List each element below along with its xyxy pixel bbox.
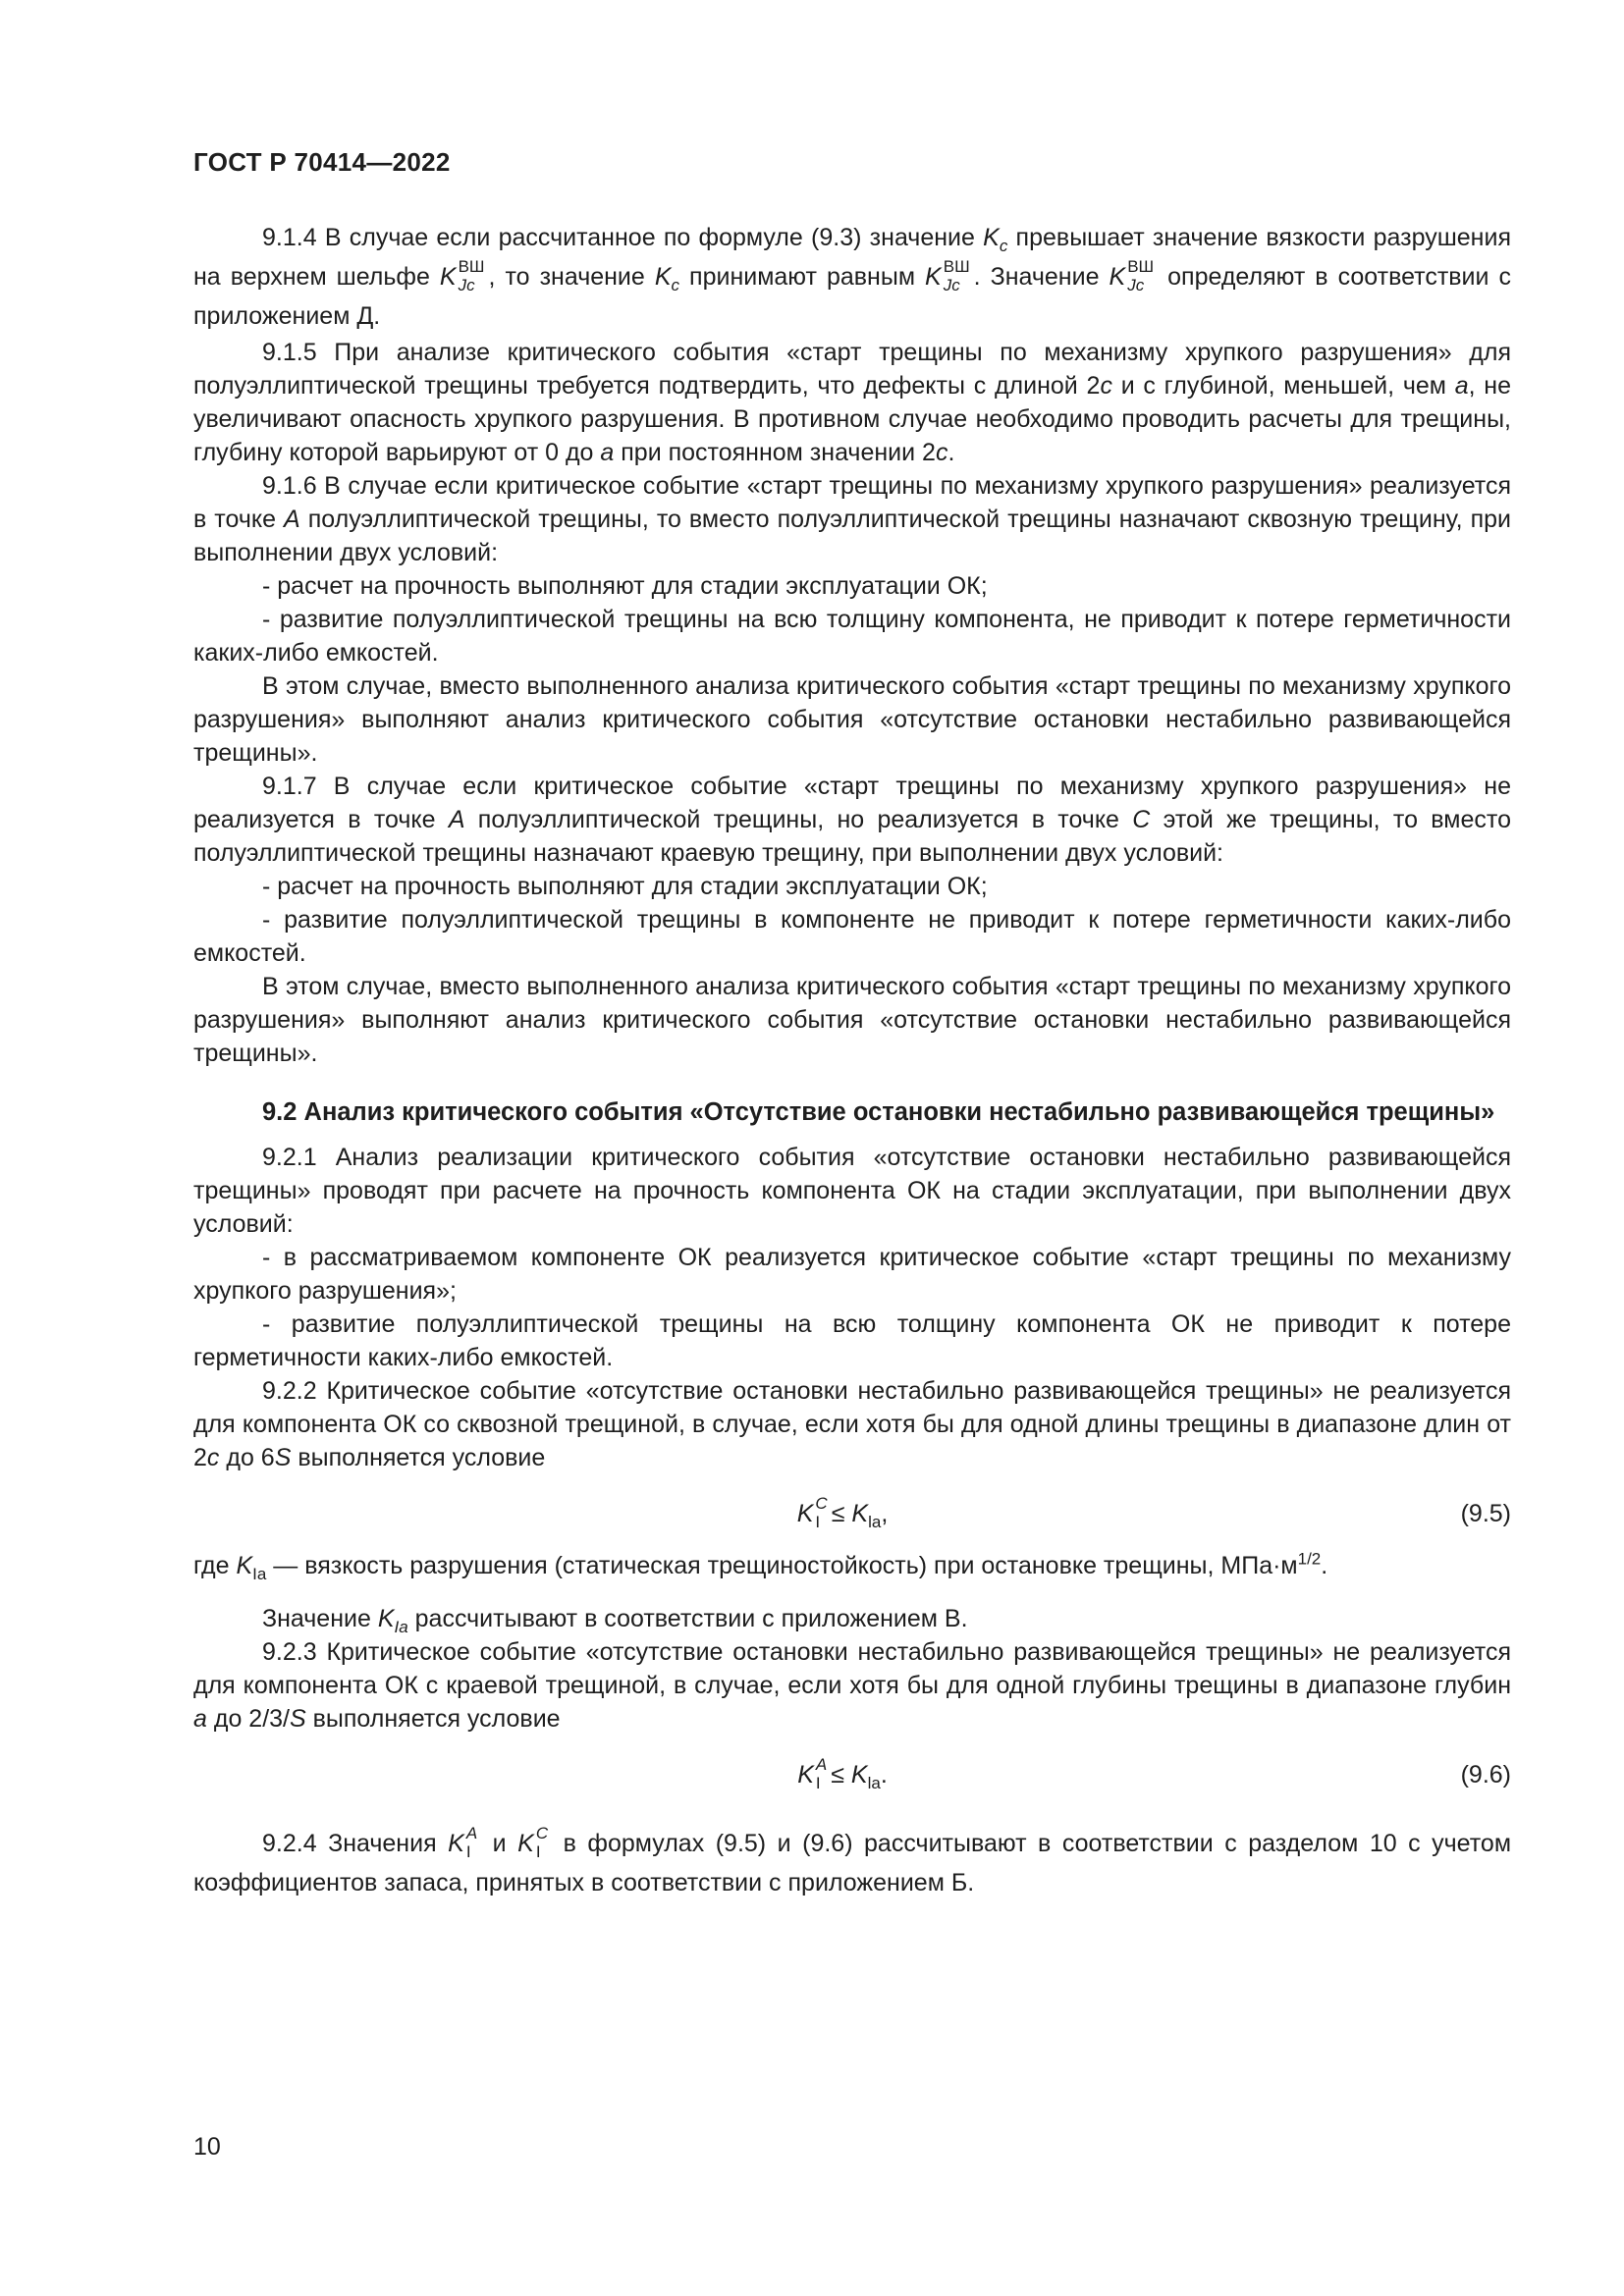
list-item: - расчет на прочность выполняют для стадии эксплуатации ОК; [262, 873, 988, 900]
paragraph-9-1-7: 9.1.7 В случае если критическое событие «старт трещины по механизму хрупкого разрушения» не реализуется в точке A полуэллиптической трещины, но реализуется в точке C этой же трещины, то вместо полуэллиптической трещины назначают краевую трещину, при выполнении двух условий: [193, 773, 1511, 867]
page-number: 10 [193, 2133, 221, 2161]
formula-number: (9.5) [1460, 1500, 1511, 1527]
paragraph-9-1-6: 9.1.6 В случае если критическое событие «старт трещины по механизму хрупкого разрушения» реализуется в точке A полуэллиптической трещины, то вместо полуэллиптической трещины назначают сквозную трещину, при выполнении двух условий: [193, 472, 1511, 566]
formula-9-5 [193, 1486, 1511, 1541]
paragraph-kia: Значение $K_{Ia}$ рассчитывают в соответствии с приложением В. [262, 1605, 968, 1636]
paragraph-9-1-4: 9.1.4 В случае если рассчитанное по формуле (9.3) значение $K_c$ превышает значение вязкости разрушения на верхнем шельфе K ВШ Jc , то значение $K_c$ принимают равным K ВШ Jc . Значение K ВШ Jc определяют в соответствии с приложением Д. [193, 224, 1512, 330]
formula-9-6 [193, 1747, 1511, 1802]
formula-expression: K C I ≤ $K_{la}$, [796, 1494, 889, 1531]
list-item: - развитие полуэллиптической трещины на всю толщину компонента, не приводит к потере герметичности каких-либо емкостей. [193, 606, 1511, 667]
formula-number: (9.6) [1460, 1761, 1511, 1789]
paragraph-9-2-1: 9.2.1 Анализ реализации критического события «отсутствие остановки нестабильно развивающейся трещины» проводят при расчете на прочность компонента ОК на стадии эксплуатации, при выполнении двух условий: [193, 1144, 1511, 1238]
paragraph: В этом случае, вместо выполненного анализа критического события «старт трещины по механизму хрупкого разрушения» выполняют анализ критического события «отсутствие остановки нестабильно развивающейся трещины». [193, 973, 1511, 1067]
list-item: - развитие полуэллиптической трещины на всю толщину компонента ОК не приводит к потере герметичности каких-либо емкостей. [193, 1310, 1511, 1371]
list-item: - расчет на прочность выполняют для стадии эксплуатации ОК; [262, 572, 988, 600]
section-title-9-2: 9.2 Анализ критического события «Отсутствие остановки нестабильно развивающейся трещины» [262, 1098, 1495, 1126]
paragraph-9-2-2: 9.2.2 Критическое событие «отсутствие остановки нестабильно развивающейся трещины» не реализуется для компонента ОК со сквозной трещиной, в случае, если хотя бы для одной длины трещины в диапазоне длин от 2c до 6S выполняется условие [193, 1377, 1511, 1471]
paragraph-9-2-4: 9.2.4 Значения K A I и K C I в формулах (9.5) и (9.6) рассчитывают в соответствии с разделом 10 с учетом коэффициентов запаса, принятых в соответствии с приложением Б. [193, 1824, 1512, 1896]
formula-expression: K A I ≤ $K_{la}$. [797, 1755, 888, 1792]
standard-header: ГОСТ Р 70414—2022 [193, 147, 451, 177]
list-item: - развитие полуэллиптической трещины в компоненте не приводит к потере герметичности каких-либо емкостей. [193, 906, 1511, 967]
where-clause: где $K_{Ia}$ — вязкость разрушения (статическая трещиностойкость) при остановке трещины, $МПа\cdot м^{1/2}$. [193, 1549, 1328, 1583]
list-item: - в рассматриваемом компоненте ОК реализуется критическое событие «старт трещины по механизму хрупкого разрушения»; [193, 1244, 1511, 1305]
paragraph-9-1-5: 9.1.5 При анализе критического события «старт трещины по механизму хрупкого разрушения» для полуэллиптической трещины требуется подтвердить, что дефекты с длиной 2c и с глубиной, меньшей, чем a, не увеличивают опасность хрупкого разрушения. В противном случае необходимо проводить расчеты для трещины, глубину которой варьируют от 0 до a при постоянном значении 2c. [193, 339, 1512, 466]
paragraph-9-2-3: 9.2.3 Критическое событие «отсутствие остановки нестабильно развивающейся трещины» не реализуется для компонента ОК с краевой трещиной, в случае, если хотя бы для одной глубины трещины в диапазоне глубин a до 2/3/S выполняется условие [193, 1638, 1511, 1733]
document-body [193, 218, 1511, 1902]
paragraph: В этом случае, вместо выполненного анализа критического события «старт трещины по механизму хрупкого разрушения» выполняют анализ критического события «отсутствие остановки нестабильно развивающейся трещины». [193, 672, 1511, 767]
